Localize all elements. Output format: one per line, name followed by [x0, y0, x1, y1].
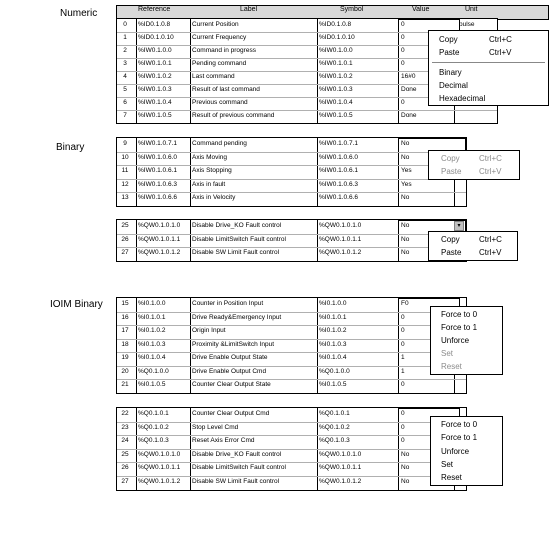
menu-item-paste-shortcut: Ctrl+V: [489, 48, 512, 57]
menu-item-force-to-1-label: Force to 1: [441, 433, 478, 442]
symbol-cell: %QW0.1.0.1.1: [319, 464, 362, 471]
menu-item-force-to-0-label: Force to 0: [441, 420, 478, 429]
table-row[interactable]: [117, 220, 466, 232]
row-number: 25: [121, 222, 129, 229]
row-number: 10: [121, 153, 129, 161]
symbol-cell: %IW0.1.0.1: [319, 60, 353, 67]
menu-item-copy-shortcut: Ctrl+C: [479, 154, 502, 163]
row-number: 3: [123, 60, 127, 67]
table-row[interactable]: [117, 408, 466, 420]
value-cell[interactable]: No: [401, 464, 410, 471]
symbol-cell: %ID0.1.0.8: [319, 21, 352, 28]
row-number: 27: [121, 249, 129, 256]
column-header-value: Value: [412, 6, 430, 13]
table-row[interactable]: [117, 234, 466, 246]
context-menu-binary: [428, 150, 520, 180]
section-title-ioim-binary: IOIM Binary: [50, 299, 103, 310]
menu-item-force-to-1-label: Force to 1: [441, 323, 478, 332]
symbol-cell: %Q0.1.0.3: [319, 437, 350, 444]
row-number: 12: [121, 180, 129, 188]
reference-cell: %IW0.1.0.0: [138, 47, 172, 54]
column-header-unit: Unit: [465, 6, 478, 13]
symbol-cell: %I0.1.0.5: [319, 381, 347, 388]
table-row-divider: [117, 476, 466, 477]
label-cell: Disable LimitSwitch Fault control: [192, 235, 286, 243]
reference-cell: %I0.1.0.4: [138, 354, 166, 361]
symbol-cell: %Q0.1.0.1: [319, 410, 350, 417]
reference-cell: %QW0.1.0.1.2: [138, 477, 181, 485]
menu-item-copy[interactable]: [429, 233, 517, 246]
row-number: 2: [123, 47, 127, 54]
table-row[interactable]: [117, 422, 466, 434]
context-menu-binary-output: [428, 231, 518, 261]
menu-item-paste-shortcut: Ctrl+V: [479, 167, 502, 176]
table-row-divider: [117, 325, 466, 326]
symbol-cell: %QW0.1.0.1.0: [319, 222, 362, 229]
row-number: 17: [121, 327, 129, 334]
row-number: 27: [121, 477, 129, 485]
context-menu-numeric: [428, 30, 549, 106]
symbol-cell: %QW0.1.0.1.2: [319, 477, 362, 485]
row-number: 22: [121, 410, 129, 417]
value-cell[interactable]: 0: [401, 34, 405, 41]
value-cell[interactable]: No: [401, 450, 410, 458]
reference-cell: %I0.1.0.0: [138, 300, 166, 307]
menu-item-reset[interactable]: [431, 360, 502, 373]
value-cell[interactable]: F0: [401, 300, 409, 307]
menu-item-force-to-0-label: Force to 0: [441, 310, 478, 319]
menu-item-paste-label: Paste: [441, 248, 462, 257]
menu-item-copy-label: Copy: [441, 154, 460, 163]
table-row[interactable]: [117, 325, 466, 337]
table-row-divider: [117, 379, 466, 380]
row-number: 19: [121, 354, 129, 361]
symbol-cell: %IW0.1.0.5: [319, 112, 353, 119]
table-row[interactable]: [117, 138, 466, 150]
symbol-cell: %IW0.1.0.6.6: [319, 194, 359, 201]
binary-table: [116, 137, 467, 207]
row-number: 26: [121, 464, 129, 471]
dropdown-arrow-icon[interactable]: ▾: [454, 221, 464, 231]
value-cell[interactable]: No: [401, 153, 410, 161]
symbol-cell: %IW0.1.0.3: [319, 86, 353, 93]
label-cell: Command pending: [192, 140, 247, 147]
symbol-cell: %IW0.1.0.0: [319, 47, 353, 54]
menu-item-reset-label: Reset: [441, 473, 462, 482]
reference-cell: %I0.1.0.2: [138, 327, 166, 334]
column-header-label: Label: [240, 6, 258, 13]
menu-item-unforce[interactable]: [431, 334, 502, 347]
table-row-divider: [117, 366, 466, 367]
label-cell: Previous command: [192, 99, 248, 106]
label-cell: Proximity &LimitSwitch Input: [192, 340, 274, 348]
value-cell[interactable]: 0: [401, 340, 405, 348]
value-cell[interactable]: No: [401, 249, 410, 256]
table-row[interactable]: [117, 435, 466, 447]
value-cell[interactable]: Yes: [401, 167, 412, 174]
value-cell[interactable]: No: [401, 222, 410, 229]
label-cell: Current Position: [192, 21, 239, 28]
reference-cell: %Q0.1.0.2: [138, 423, 169, 431]
symbol-cell: %Q0.1.0.0: [319, 367, 350, 375]
column-header-symbol: Symbol: [340, 6, 364, 13]
value-cell[interactable]: Yes: [401, 180, 412, 188]
menu-item-copy[interactable]: [429, 152, 519, 165]
table-row[interactable]: [117, 476, 466, 488]
value-cell[interactable]: Done: [401, 86, 417, 93]
row-number: 24: [121, 437, 129, 444]
value-cell[interactable]: 0: [401, 21, 405, 28]
menu-item-reset-label: Reset: [441, 362, 462, 371]
menu-item-paste-label: Paste: [439, 48, 460, 57]
reference-cell: %Q0.1.0.1: [138, 410, 169, 417]
reference-cell: %IW0.1.0.6.3: [138, 180, 178, 188]
row-number: 4: [123, 73, 127, 80]
table-row-divider: [117, 152, 466, 153]
section-title-numeric: Numeric: [60, 8, 98, 19]
label-cell: Disable LimitSwitch Fault control: [192, 464, 286, 471]
label-cell: Drive Ready&Emergency Input: [192, 313, 282, 321]
column-header-reference: Reference: [138, 6, 171, 13]
value-cell[interactable]: 0: [401, 423, 405, 431]
table-row[interactable]: [117, 462, 466, 474]
label-cell: Last command: [192, 73, 235, 80]
symbol-cell: %QW0.1.0.1.0: [319, 450, 362, 458]
reference-cell: %IW0.1.0.1: [138, 60, 172, 67]
table-row[interactable]: [117, 179, 466, 191]
symbol-cell: %QW0.1.0.1.2: [319, 249, 362, 256]
menu-item-binary-label: Binary: [439, 68, 462, 77]
row-number: 5: [123, 86, 127, 93]
reference-cell: %IW0.1.0.2: [138, 73, 172, 80]
menu-item-copy-shortcut: Ctrl+C: [479, 235, 502, 244]
label-cell: Drive Enable Output State: [192, 354, 268, 361]
value-cell[interactable]: 0: [401, 410, 405, 417]
table-row[interactable]: [117, 165, 466, 177]
reference-cell: %I0.1.0.3: [138, 340, 166, 348]
table-row[interactable]: [117, 298, 466, 310]
label-cell: Axis in fault: [192, 180, 226, 188]
table-row[interactable]: [117, 339, 466, 351]
table-row-divider: [117, 462, 466, 463]
table-row[interactable]: [117, 352, 466, 364]
menu-item-decimal[interactable]: [429, 79, 548, 92]
symbol-cell: %IW0.1.0.4: [319, 99, 353, 106]
table-row[interactable]: [117, 366, 466, 378]
label-cell: Current Frequency: [192, 34, 247, 41]
menu-item-unforce-label: Unforce: [441, 447, 470, 456]
row-number: 9: [123, 140, 127, 147]
value-cell[interactable]: 0: [401, 381, 405, 388]
symbol-cell: %IW0.1.0.2: [319, 73, 353, 80]
symbol-cell: %ID0.1.0.10: [319, 34, 355, 41]
label-cell: Axis in Velocity: [192, 194, 236, 201]
row-number: 21: [121, 381, 129, 388]
row-number: 16: [121, 313, 129, 321]
menu-item-set[interactable]: [431, 458, 502, 471]
symbol-cell: %QW0.1.0.1.1: [319, 235, 362, 243]
reference-cell: %I0.1.0.1: [138, 313, 166, 321]
reference-cell: %IW0.1.0.7.1: [138, 140, 178, 147]
symbol-cell: %I0.1.0.2: [319, 327, 347, 334]
menu-item-paste-shortcut: Ctrl+V: [479, 248, 502, 257]
value-cell[interactable]: 16#0: [401, 73, 416, 80]
table-row[interactable]: [117, 379, 466, 391]
table-row[interactable]: [117, 449, 466, 461]
row-number: 1: [123, 34, 127, 41]
menu-item-unforce-label: Unforce: [441, 336, 470, 345]
table-row-divider: [117, 435, 466, 436]
table-row[interactable]: [117, 247, 466, 259]
value-cell[interactable]: 0: [401, 327, 405, 334]
menu-item-copy[interactable]: [429, 33, 548, 46]
menu-item-force-to-1[interactable]: [431, 431, 502, 444]
symbol-cell: %IW0.1.0.6.3: [319, 180, 359, 188]
symbol-cell: %IW0.1.0.7.1: [319, 140, 359, 147]
reference-cell: %IW0.1.0.5: [138, 112, 172, 119]
table-row[interactable]: [117, 152, 466, 164]
value-cell[interactable]: 1: [401, 367, 405, 375]
section-title-binary: Binary: [56, 142, 85, 153]
menu-item-reset[interactable]: [431, 471, 502, 484]
value-cell[interactable]: 0: [401, 437, 405, 444]
label-cell: Reset Axis Error Cmd: [192, 437, 255, 444]
symbol-cell: %I0.1.0.0: [319, 300, 347, 307]
row-number: 15: [121, 300, 129, 307]
table-row-divider: [117, 192, 466, 193]
menu-item-set[interactable]: [431, 347, 502, 360]
unit-cell: pulse: [459, 21, 475, 28]
reference-cell: %IW0.1.0.6.1: [138, 167, 178, 174]
menu-item-unforce[interactable]: [431, 445, 502, 458]
menu-item-paste[interactable]: [429, 165, 519, 178]
binary-output-table: [116, 219, 467, 262]
row-number: 18: [121, 340, 129, 348]
table-row-divider: [117, 247, 466, 248]
label-cell: Counter in Position Input: [192, 300, 264, 307]
label-cell: Pending command: [192, 60, 247, 67]
reference-cell: %ID0.1.0.10: [138, 34, 174, 41]
table-row-divider: [117, 422, 466, 423]
reference-cell: %QW0.1.0.1.0: [138, 450, 181, 458]
menu-item-copy-label: Copy: [441, 235, 460, 244]
row-number: 20: [121, 367, 129, 375]
label-cell: Result of last command: [192, 86, 260, 93]
row-number: 23: [121, 423, 129, 431]
row-number: 26: [121, 235, 129, 243]
menu-item-paste-label: Paste: [441, 167, 462, 176]
menu-item-decimal-label: Decimal: [439, 81, 468, 90]
menu-item-set-label: Set: [441, 349, 454, 358]
label-cell: Axis Stopping: [192, 167, 232, 174]
reference-cell: %Q0.1.0.3: [138, 437, 169, 444]
row-number: 0: [123, 21, 127, 28]
ioim-input-table: [116, 297, 470, 394]
table-row-divider: [117, 312, 466, 313]
symbol-cell: %I0.1.0.3: [319, 340, 347, 348]
reference-cell: %IW0.1.0.6.0: [138, 153, 178, 161]
table-row-divider: [117, 449, 466, 450]
value-cell[interactable]: No: [401, 477, 410, 485]
reference-cell: %QW0.1.0.1.1: [138, 464, 181, 471]
row-number: 7: [123, 112, 127, 119]
value-cell[interactable]: No: [401, 140, 410, 147]
value-cell[interactable]: 1: [401, 354, 405, 361]
symbol-cell: %I0.1.0.4: [319, 354, 347, 361]
menu-item-hexadecimal-label: Hexadecimal: [439, 94, 486, 103]
reference-cell: %ID0.1.0.8: [138, 21, 171, 28]
row-number: 13: [121, 194, 129, 201]
value-cell[interactable]: 0: [401, 313, 405, 321]
menu-item-binary[interactable]: [429, 66, 548, 79]
reference-cell: %IW0.1.0.6.6: [138, 194, 178, 201]
label-cell: Drive Enable Output Cmd: [192, 367, 267, 375]
value-cell[interactable]: Done: [401, 112, 417, 119]
reference-cell: %IW0.1.0.4: [138, 99, 172, 106]
value-cell[interactable]: 0: [401, 60, 405, 67]
menu-item-hexadecimal[interactable]: [429, 92, 548, 105]
menu-item-set-label: Set: [441, 460, 454, 469]
label-cell: Command in progress: [192, 47, 256, 54]
value-cell[interactable]: No: [401, 235, 410, 243]
ioim-output-table: [116, 407, 470, 491]
menu-item-force-to-1[interactable]: [431, 321, 502, 334]
row-number: 11: [121, 167, 129, 174]
menu-item-paste[interactable]: [429, 46, 548, 59]
table-row-divider: [117, 179, 466, 180]
value-cell[interactable]: 0: [401, 47, 405, 54]
label-cell: Result of previous command: [192, 112, 275, 119]
context-menu-force-input: [430, 306, 503, 375]
value-cell[interactable]: 0: [401, 99, 405, 106]
row-number: 6: [123, 99, 127, 106]
label-cell: Axis Moving: [192, 153, 228, 161]
menu-item-paste[interactable]: [429, 246, 517, 259]
label-cell: Disable Drive_KO Fault control: [192, 450, 282, 458]
table-row[interactable]: [117, 19, 497, 31]
table-row[interactable]: [117, 192, 466, 204]
table-row-divider: [117, 352, 466, 353]
reference-cell: %QW0.1.0.1.1: [138, 235, 181, 243]
label-cell: Counter Clear Output Cmd: [192, 410, 270, 417]
context-menu-force-output: [430, 416, 503, 486]
symbol-cell: %IW0.1.0.6.0: [319, 153, 359, 161]
symbol-cell: %Q0.1.0.2: [319, 423, 350, 431]
reference-cell: %Q0.1.0.0: [138, 367, 169, 375]
table-row[interactable]: [117, 110, 497, 122]
value-cell[interactable]: No: [401, 194, 410, 201]
reference-cell: %I0.1.0.5: [138, 381, 166, 388]
symbol-cell: %IW0.1.0.6.1: [319, 167, 359, 174]
label-cell: Disable Drive_KO Fault control: [192, 222, 282, 229]
menu-item-copy-label: Copy: [439, 35, 458, 44]
label-cell: Disable SW Limit Fault control: [192, 249, 280, 256]
menu-separator: [432, 62, 545, 63]
table-row-divider: [117, 339, 466, 340]
table-row[interactable]: [117, 312, 466, 324]
row-number: 25: [121, 450, 129, 458]
reference-cell: %QW0.1.0.1.2: [138, 249, 181, 256]
label-cell: Counter Clear Output State: [192, 381, 271, 388]
label-cell: Origin Input: [192, 327, 226, 334]
table-row-divider: [117, 165, 466, 166]
label-cell: Stop Level Cmd: [192, 423, 239, 431]
symbol-cell: %I0.1.0.1: [319, 313, 347, 321]
label-cell: Disable SW Limit Fault control: [192, 477, 280, 485]
reference-cell: %QW0.1.0.1.0: [138, 222, 181, 229]
reference-cell: %IW0.1.0.3: [138, 86, 172, 93]
table-row-divider: [117, 234, 466, 235]
menu-item-copy-shortcut: Ctrl+C: [489, 35, 512, 44]
table-row-divider: [117, 110, 497, 111]
